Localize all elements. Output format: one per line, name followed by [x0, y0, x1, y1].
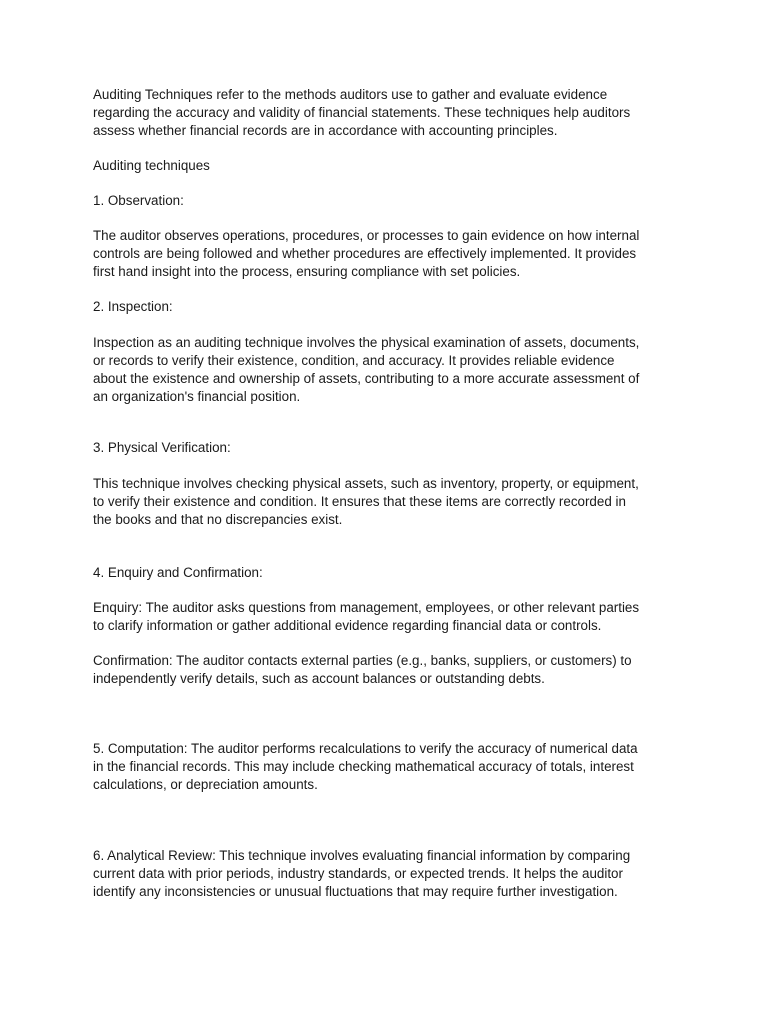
- intro-line: regarding the accuracy and validity of financial statements. These techniques help auditors: [93, 104, 631, 120]
- intro-line: Auditing Techniques refer to the methods auditors use to gather and evaluate evidence: [93, 87, 608, 102]
- physical-verification-line: to verify their existence and condition. It ensures that these items are correctly recorded in: [93, 493, 626, 509]
- section-heading: Auditing techniques: [93, 158, 210, 173]
- enquiry-line: Enquiry: The auditor asks questions from management, employees, or other relevant parties: [93, 600, 640, 615]
- inspection-paragraph: [93, 334, 683, 406]
- enquiry-confirmation-title: 4. Enquiry and Confirmation:: [93, 565, 263, 580]
- computation-paragraph: [93, 740, 683, 794]
- observation-paragraph: [93, 227, 683, 281]
- observation-line: first hand insight into the process, ensuring compliance with set policies.: [93, 263, 521, 279]
- intro-line: assess whether financial records are in accordance with accounting principles.: [93, 122, 558, 138]
- inspection-line: about the existence and ownership of assets, contributing to a more accurate assessment of: [93, 370, 640, 386]
- inspection-line: or records to verify their existence, condition, and accuracy. It provides reliable evidence: [93, 352, 615, 368]
- analytical-review-line: current data with prior periods, industry standards, or expected trends. It helps the auditor: [93, 865, 623, 881]
- computation-line: calculations, or depreciation amounts.: [93, 776, 318, 792]
- physical-verification-paragraph: [93, 475, 683, 529]
- physical-verification-line: the books and that no discrepancies exist.: [93, 511, 343, 527]
- computation-line: in the financial records. This may include checking mathematical accuracy of totals, interest: [93, 758, 634, 774]
- computation-line: 5. Computation: The auditor performs recalculations to verify the accuracy of numerical data: [93, 741, 638, 756]
- confirmation-line: Confirmation: The auditor contacts external parties (e.g., banks, suppliers, or customers) to: [93, 653, 632, 668]
- intro-paragraph: [93, 86, 683, 140]
- analytical-review-line: identify any inconsistencies or unusual fluctuations that may require further investigation.: [93, 883, 618, 899]
- physical-verification-title: 3. Physical Verification:: [93, 440, 231, 455]
- observation-line: The auditor observes operations, procedures, or processes to gain evidence on how internal: [93, 228, 640, 243]
- inspection-title: 2. Inspection:: [93, 299, 173, 314]
- analytical-review-line: 6. Analytical Review: This technique involves evaluating financial information by comparing: [93, 848, 631, 863]
- confirmation-paragraph: [93, 652, 683, 688]
- enquiry-line: to clarify information or gather additional evidence regarding financial data or controls.: [93, 617, 602, 633]
- physical-verification-line: This technique involves checking physical assets, such as inventory, property, or equipment,: [93, 476, 639, 491]
- enquiry-paragraph: [93, 599, 683, 635]
- observation-title: 1. Observation:: [93, 193, 184, 208]
- confirmation-line: independently verify details, such as account balances or outstanding debts.: [93, 670, 545, 686]
- inspection-line: Inspection as an auditing technique involves the physical examination of assets, documents,: [93, 335, 640, 350]
- inspection-line: an organization's financial position.: [93, 388, 301, 404]
- analytical-review-paragraph: [93, 847, 683, 901]
- observation-line: controls are being followed and whether procedures are effectively implemented. It provides: [93, 245, 637, 261]
